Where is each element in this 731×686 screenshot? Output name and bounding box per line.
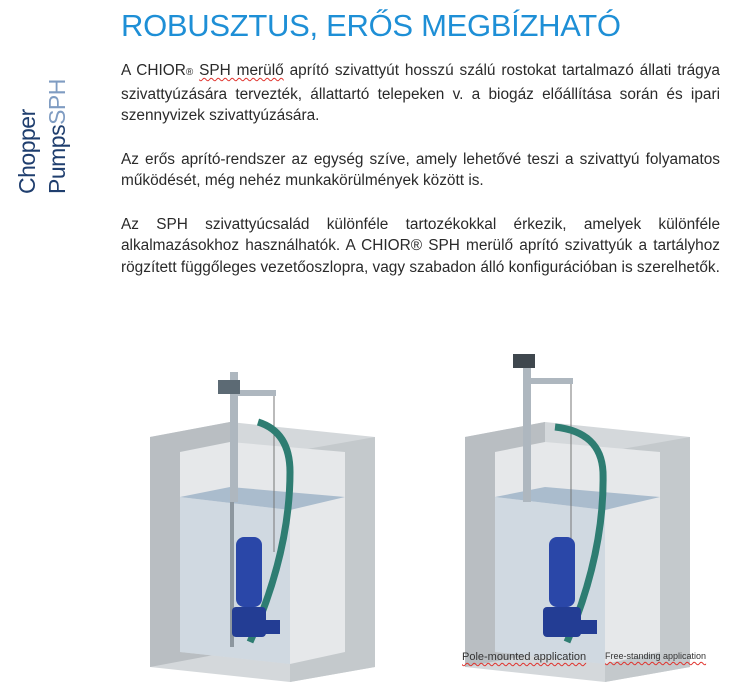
winch	[513, 354, 535, 368]
pole-mounted-illustration	[140, 352, 380, 682]
crane-arm	[236, 390, 276, 396]
caption-pole-mounted: Pole-mounted application	[462, 651, 587, 663]
side-label	[8, 79, 78, 202]
pump-outlet	[579, 620, 597, 634]
page-title: ROBUSZTUS, ERŐS MEGBÍZHATÓ	[121, 8, 621, 43]
side-label-chopper: Chopper	[14, 109, 40, 194]
pump-base	[232, 607, 266, 637]
paragraph-2: Az erős aprító-rendszer az egység szíve, amely lehetővé teszi a szivattyú folyamatos működését, még nehéz munkakörülmények között is.	[121, 150, 720, 189]
body-text	[121, 60, 720, 300]
crane-arm	[529, 378, 573, 384]
paragraph-1: A CHIOR® SPH merülő aprító szivattyút hosszú szálú rostokat tartalmazó állati trágya szivattyúzására tervezték, állattartó telepeken v. a biogáz előállítása során és ipari szennyvizek szivattyúzására.	[121, 62, 720, 124]
paragraph-3: Az SPH szivattyúcsalád különféle tartozékokkal érkezik, amelyek különféle alkalmazásokhoz használhatók. A CHIOR® SPH merülő aprító szivattyúk a tartályhoz rögzített függőleges vezetőoszlopra, vagy szabadon álló konfigurációban is szerelhetők.	[121, 215, 720, 276]
pump-base	[543, 607, 581, 637]
caption-free-standing: Free-standing application	[605, 651, 707, 661]
winch	[218, 380, 240, 394]
pump-body	[236, 537, 262, 607]
pump-body	[549, 537, 575, 607]
pump-outlet	[262, 620, 280, 634]
free-standing-illustration	[455, 352, 695, 682]
side-label-pumps-sph: PumpsSPH	[44, 79, 70, 194]
